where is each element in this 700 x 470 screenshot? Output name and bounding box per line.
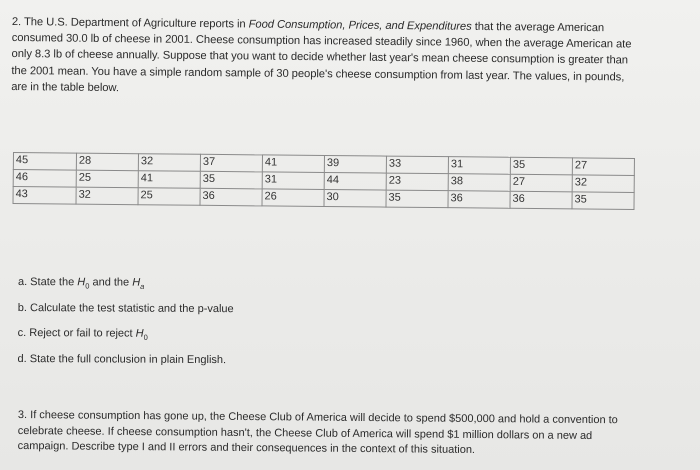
q3-line-1: 3. If cheese consumption has gone up, the Cheese Club of America will decide to spend $500,000 and hold a convention to <box>17 408 618 427</box>
table-cell: 31 <box>262 172 324 190</box>
table-cell: 35 <box>386 190 448 208</box>
table-cell: 41 <box>262 155 324 173</box>
table-cell: 35 <box>200 171 262 189</box>
q2-line-5: are in the table below. <box>11 80 119 94</box>
table-cell: 41 <box>138 171 200 189</box>
table-cell: 37 <box>200 154 262 172</box>
table-cell: 32 <box>572 175 634 193</box>
table-cell: 31 <box>448 157 510 175</box>
q2-line-1: 2. The U.S. Department of Agriculture reports in Food Consumption, Prices, and Expenditures that the average American <box>11 15 605 35</box>
q2-line-4: the 2001 mean. You have a simple random sample of 30 people's cheese consumption from last year. The values, in pounds, <box>11 64 625 84</box>
q3-line-2: celebrate cheese. If cheese consumption hasn't, the Cheese Club of America will spend $1 million dollars on a new ad <box>17 424 593 442</box>
table-cell: 45 <box>13 153 76 171</box>
table-cell: 27 <box>510 174 572 192</box>
table-cell: 36 <box>200 188 262 206</box>
table-cell: 44 <box>324 172 386 190</box>
table-cell: 36 <box>448 191 510 209</box>
part-a: a. State the $H_0$ and the $H_a$ <box>17 276 145 291</box>
table-cell: 25 <box>76 170 138 188</box>
question-2-parts <box>17 275 233 378</box>
table-cell: 26 <box>262 189 324 207</box>
table-cell: 27 <box>572 158 634 176</box>
part-b: b. Calculate the test statistic and the p-value <box>17 301 234 315</box>
table-cell: 30 <box>324 189 386 207</box>
table-cell: 39 <box>324 155 386 173</box>
table-cell: 35 <box>510 157 572 175</box>
cheese-consumption-table <box>13 152 635 210</box>
part-d: d. State the full conclusion in plain English. <box>17 352 227 366</box>
table-cell: 28 <box>76 153 138 171</box>
q2-line-3: only 8.3 lb of cheese annually. Suppose that you want to decide whether last year's mean cheese consumption is greater than <box>11 48 629 67</box>
table-cell: 43 <box>13 187 76 205</box>
question-3-text <box>18 408 678 460</box>
question-2-text <box>11 14 667 102</box>
table-cell: 38 <box>448 174 510 192</box>
q3-line-3: campaign. Describe type I and II errors and their consequences in the context of this situation. <box>17 439 476 456</box>
table-cell: 36 <box>510 191 572 209</box>
publication-title: Food Consumption, Prices, and Expenditures <box>248 18 472 33</box>
table-cell: 32 <box>138 154 200 172</box>
q2-line-2: consumed 30.0 lb of cheese in 2001. Cheese consumption has increased steadily since 1960, when the average American ate <box>11 32 632 51</box>
table-cell: 35 <box>572 192 634 210</box>
table-cell: 33 <box>386 156 448 174</box>
table-cell: 46 <box>13 170 76 188</box>
table-cell: 23 <box>386 173 448 191</box>
table-cell: 32 <box>76 187 138 205</box>
part-c: c. Reject or fail to reject $H_0$ <box>17 326 148 342</box>
table-cell: 25 <box>138 188 200 206</box>
